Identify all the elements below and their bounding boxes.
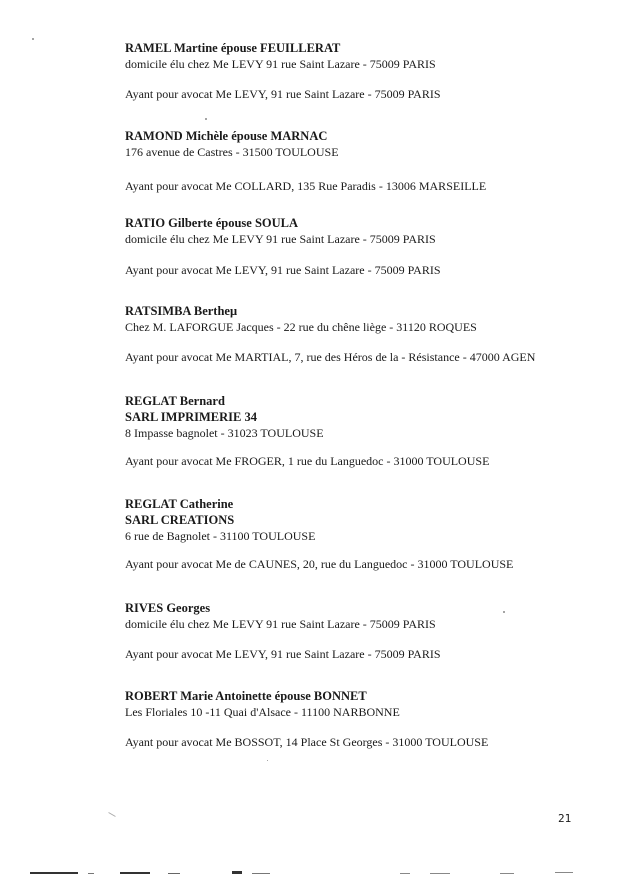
party-entry <box>125 496 595 572</box>
party-lawyer: Ayant pour avocat Me MARTIAL, 7, rue des Héros de la - Résistance - 47000 AGEN <box>125 350 536 364</box>
party-company: SARL IMPRIMERIE 34 <box>125 410 257 424</box>
party-name: RAMOND Michèle épouse MARNAC <box>125 129 328 143</box>
party-lawyer: Ayant pour avocat Me LEVY, 91 rue Saint Lazare - 75009 PARIS <box>125 263 441 277</box>
party-company: SARL CREATIONS <box>125 513 235 527</box>
party-entry <box>125 128 595 194</box>
party-lawyer: Ayant pour avocat Me LEVY, 91 rue Saint Lazare - 75009 PARIS <box>125 647 441 661</box>
party-address: domicile élu chez Me LEVY 91 rue Saint Lazare - 75009 PARIS <box>125 57 436 71</box>
party-name: RATIO Gilberte épouse SOULA <box>125 216 299 230</box>
party-name: REGLAT Bernard <box>125 394 225 408</box>
party-name: REGLAT Catherine <box>125 497 234 511</box>
page-number: 21 <box>558 812 572 825</box>
party-entry <box>125 40 595 102</box>
party-address: domicile élu chez Me LEVY 91 rue Saint Lazare - 75009 PARIS <box>125 617 436 631</box>
party-address: 8 Impasse bagnolet - 31023 TOULOUSE <box>125 426 324 440</box>
party-entry <box>125 688 595 750</box>
party-entry <box>125 393 595 469</box>
party-name: RIVES Georges <box>125 601 211 615</box>
party-lawyer: Ayant pour avocat Me LEVY, 91 rue Saint Lazare - 75009 PARIS <box>125 87 441 101</box>
party-address: Chez M. LAFORGUE Jacques - 22 rue du chêne liège - 31120 ROQUES <box>125 320 477 334</box>
party-address: Les Floriales 10 -11 Quai d'Alsace - 11100 NARBONNE <box>125 705 400 719</box>
party-address: 176 avenue de Castres - 31500 TOULOUSE <box>125 145 339 159</box>
party-entry <box>125 303 595 365</box>
party-entry <box>125 600 595 662</box>
party-lawyer: Ayant pour avocat Me COLLARD, 135 Rue Paradis - 13006 MARSEILLE <box>125 179 487 193</box>
party-lawyer: Ayant pour avocat Me de CAUNES, 20, rue du Languedoc - 31000 TOULOUSE <box>125 557 514 571</box>
party-name: RATSIMBA Bertheμ <box>125 304 238 318</box>
party-entry <box>125 215 595 278</box>
party-lawyer: Ayant pour avocat Me FROGER, 1 rue du Languedoc - 31000 TOULOUSE <box>125 454 490 468</box>
party-name: ROBERT Marie Antoinette épouse BONNET <box>125 689 367 703</box>
party-lawyer: Ayant pour avocat Me BOSSOT, 14 Place St Georges - 31000 TOULOUSE <box>125 735 489 749</box>
party-address: domicile élu chez Me LEVY 91 rue Saint Lazare - 75009 PARIS <box>125 232 436 246</box>
party-name: RAMEL Martine épouse FEUILLERAT <box>125 41 341 55</box>
party-address: 6 rue de Bagnolet - 31100 TOULOUSE <box>125 529 316 543</box>
